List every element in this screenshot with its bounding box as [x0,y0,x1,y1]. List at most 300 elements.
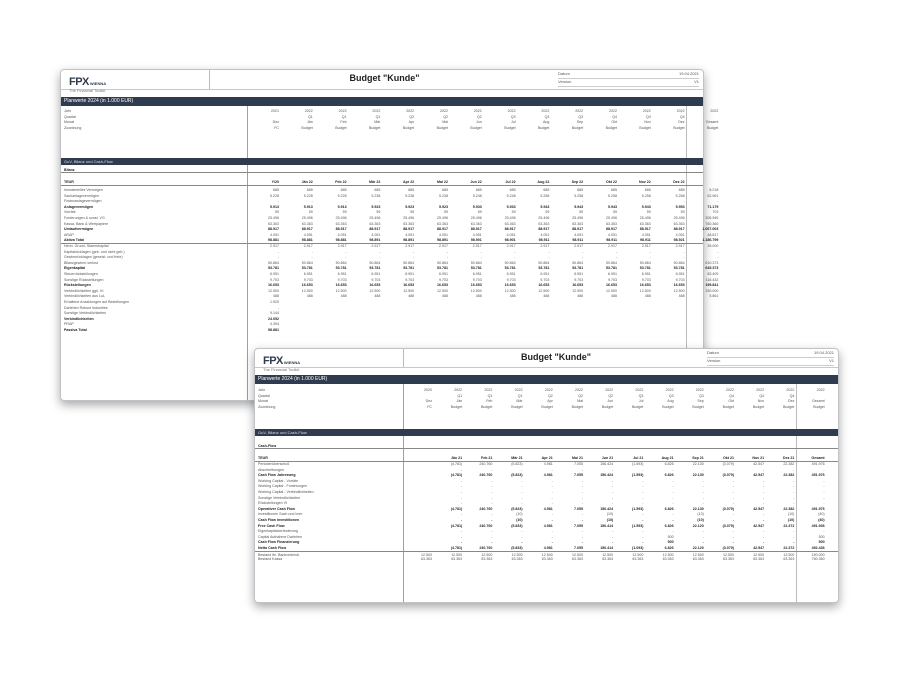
table-cell: (10) [606,518,614,522]
table-cell: 2022 [609,109,617,113]
table-cell: - [615,255,617,260]
table-cell: - [702,529,704,534]
table-cell: 88.917 [606,227,617,232]
table-cell: Gesamt [811,456,825,460]
table-cell: Sep 22 [571,180,584,184]
table-cell: 4.051 [675,232,685,237]
table-cell: 59 [511,210,516,215]
table-cell: Dez 22 [673,180,685,184]
table-cell: - [702,490,704,494]
table-cell: (3.079) [722,473,734,478]
table-cell: 22.372 [783,546,795,550]
table-cell: 42.547 [753,546,765,550]
table-cell: 1.186.799 [702,238,719,243]
table-cell: 5.228 [337,193,347,198]
table-cell: Jun [607,399,614,404]
row-label: Quartal [64,114,76,119]
table-cell: Dez [787,399,795,404]
table-cell: - [379,249,381,254]
table-cell: 22.120 [692,523,704,528]
table-cell: - [521,478,523,483]
table-cell: - [514,199,516,204]
table-cell: - [514,249,516,254]
table-cell: - [480,249,482,254]
table-cell: - [551,490,553,494]
table-row [61,125,719,131]
table-cell: 500 [667,540,674,545]
table-cell: - [491,529,493,534]
table-cell: - [581,501,583,506]
table-cell: 6.951 [303,272,313,276]
table-cell: Apr [408,120,415,125]
table-cell: 240.760 [479,462,493,466]
table-cell: - [446,249,448,254]
table-cell: - [732,490,734,494]
table-cell: - [732,534,734,539]
table-cell: 63.363 [538,221,550,226]
table-cell: - [823,529,825,534]
table-cell: 685 [543,188,550,192]
table-cell: Jän [307,120,313,125]
table-cell: 50.864 [673,260,685,265]
table-cell: 5.943 [608,204,617,209]
table-cell: Q1 [308,114,313,119]
table-cell: 2.917 [472,244,482,248]
table-cell: - [460,484,463,489]
row-label: Zuordnung [64,125,82,130]
table-cell: - [491,490,493,494]
table-cell: 2.917 [439,244,448,248]
table-cell: 25.496 [369,216,381,220]
table-cell: 2022 [406,109,415,113]
table-cell: - [762,540,765,545]
table-cell: 2022 [605,388,614,392]
table-cell: 4.051 [540,232,550,237]
table-cell: 5.923 [439,204,448,209]
table-cell: 12.500 [673,288,685,293]
table-cell: (4.781) [450,506,463,511]
table-cell: - [702,484,704,489]
table-cell: - [581,529,583,534]
table-cell: - [491,534,493,539]
table-cell: - [460,518,463,522]
table-cell: - [702,495,704,500]
table-cell: 12.500 [753,552,765,557]
table-cell: 9.703 [439,277,448,282]
table-cell: - [642,529,644,534]
row-label: Bestand ifn. Bankverbindl. [258,552,300,557]
table-cell: - [521,484,523,489]
table-cell: - [672,490,674,494]
table-cell: 16.653 [673,283,685,288]
table-cell: - [823,484,825,489]
sheet-meta [558,71,699,87]
table-cell: 6.951 [540,272,550,276]
table-cell: 6.826 [664,462,674,466]
logo-tagline: The Financial Toolkit [263,367,300,372]
table-cell: 42.547 [753,473,765,478]
table-cell: 35.000 [707,244,719,248]
table-cell: - [793,534,795,539]
table-cell: 500 [818,534,825,539]
table-cell: 22.382 [783,462,795,466]
table-cell: Jän 21 [450,456,463,460]
table-cell: 59 [308,210,313,215]
table-cell: - [683,255,685,260]
table-cell: - [581,534,583,539]
table-cell: 240.760 [479,473,493,478]
table-cell: Budget [571,125,584,130]
table-cell: 685 [442,188,448,192]
row-label: Quartal [258,393,270,398]
table-cell: 6.951 [270,272,279,276]
table-cell: 53.781 [606,266,617,271]
table-cell: - [672,484,674,489]
table-cell: - [581,255,584,260]
table-cell: - [611,467,614,472]
table-cell: 88.917 [673,227,685,232]
row-label: Investitionen Sach und Imm [258,512,303,517]
table-cell: - [702,478,704,483]
table-cell: Apr 21 [541,456,553,460]
table-cell: - [793,478,795,483]
meta-value: 19.04.2021 [678,71,699,76]
meta-label: Version [707,358,721,363]
table-cell: Apr [547,399,553,404]
table-cell: 488 [475,294,482,299]
table-cell: Q2 [443,114,448,119]
table-cell: - [823,467,825,472]
block-title: Cash-Flow [255,443,838,449]
table-cell: (10) [787,512,795,517]
table-cell: Mär [374,120,381,125]
table-cell: 59 [477,210,482,215]
table-cell: 5.238 [439,193,448,198]
sheet-title: Budget "Kunde" [520,352,592,362]
table-cell: 24.052 [268,316,279,321]
table-cell: - [491,512,493,517]
table-cell: 53.781 [572,266,584,271]
table-cell: 98.901 [504,238,516,243]
table-cell: 156.424 [600,506,614,511]
table-cell: 42.547 [753,462,765,466]
table-cell: 25.496 [538,216,550,220]
table-cell: 4.051 [506,232,516,237]
table-cell: 488 [442,294,448,299]
table-cell: 25.496 [268,216,279,220]
table-cell: 63.363 [662,557,674,562]
table-cell: - [551,501,553,506]
table-cell: Budget [481,404,493,409]
table-cell: 7.055 [574,473,583,478]
table-cell: Jul [638,399,644,404]
table-cell: - [762,495,765,500]
table-cell: 12.500 [783,552,795,557]
meta-value: 19.04.2021 [813,350,834,355]
table-cell: - [379,255,381,260]
table-cell: 88.917 [403,227,415,232]
table-cell: 98.911 [572,238,584,243]
table-cell: 491.936 [811,523,825,528]
table-cell: 25.496 [470,216,482,220]
table-cell: 685 [475,188,482,192]
row-label: Eigenkapital [64,266,86,271]
table-cell: 22.130 [692,506,704,511]
table-cell: 88.917 [437,227,448,232]
table-cell: Budget [369,125,381,130]
table-cell: - [732,467,734,472]
table-cell: - [491,518,493,522]
table-cell: - [345,199,347,204]
table-cell: 59 [376,210,381,215]
table-cell: (1.593) [632,506,644,511]
table-cell: 2.917 [540,244,550,248]
table-cell: 50.864 [504,260,516,265]
table-cell: 116.432 [705,277,719,282]
table-cell: - [793,529,795,534]
table-cell: 22.130 [692,462,704,466]
table-cell: 16.653 [639,283,651,288]
table-cell: 25.496 [572,216,584,220]
table-cell: 63.363 [541,557,553,562]
table-cell: Jul [510,120,516,125]
table-cell: - [823,495,825,500]
table-cell: Budget [692,404,704,409]
table-cell: (5.833) [511,546,523,550]
table-cell: - [642,512,644,517]
table-cell: (10) [697,512,704,517]
table-cell: 16.653 [606,283,617,288]
table-cell: 2.917 [574,244,584,248]
table-cell: 98.911 [538,238,550,243]
table-cell: 53.781 [335,266,347,271]
table-cell: - [548,255,550,260]
table-cell: 25.496 [437,216,448,220]
table-cell: 156.414 [600,523,614,528]
table-cell: 760.360 [811,557,825,562]
table-cell: - [823,478,825,483]
table-cell: 156.424 [600,473,614,478]
table-cell: Mai [442,120,448,125]
table-cell: 5.913 [337,204,347,209]
table-cell: 2022 [695,388,704,392]
row-label: Jahr [258,388,265,392]
table-cell: - [521,540,523,545]
table-cell: 2022 [786,388,795,392]
table-cell: 88.917 [572,227,584,232]
table-cell: - [345,255,347,260]
logo-fpx: FPX [69,76,89,88]
table-row [255,556,838,562]
table-cell: 2022 [338,109,347,113]
table-cell: 4.981 [543,462,553,466]
table-cell: - [611,529,614,534]
table-cell: 2022 [514,388,523,392]
table-cell: 645.373 [705,266,719,271]
table-cell: - [642,501,644,506]
fpx-logo [263,351,300,372]
table-cell: - [702,534,704,539]
table-cell: (4.781) [450,462,463,466]
table-cell: 6.951 [608,272,617,276]
meta-value: V1 [829,358,834,363]
table-cell: 5.943 [641,204,651,209]
table-cell: - [446,199,448,204]
table-cell: 25.496 [403,216,415,220]
table-cell: 62.961 [707,193,719,198]
table-cell: Budget [639,125,651,130]
row-label: Rückstellungen [64,283,91,288]
table-cell: - [732,518,734,522]
table-cell: (5.823) [511,473,523,478]
table-cell: 50.864 [606,260,617,265]
table-cell: 59 [646,210,651,215]
table-cell: 16.653 [538,283,550,288]
table-cell: Q4 [789,393,795,398]
table-cell: 98.921 [673,238,685,243]
table-cell: Budget [436,125,448,130]
table-cell: (5.833) [511,523,523,528]
row-label: Jahr [64,109,71,113]
table-cell: - [717,199,719,204]
table-cell: 5.268 [675,193,685,198]
table-cell: Okt 21 [723,456,734,460]
table-cell: 5.943 [574,204,584,209]
table-cell: - [672,467,674,472]
row-label: Monat [64,120,74,125]
table-cell: Okt [728,399,734,404]
table-cell: Mai 22 [437,180,448,184]
table-cell: 59 [275,210,279,215]
row-label: Eigenkapitalveränderung [258,529,298,534]
table-cell: 492.436 [811,546,825,550]
table-cell: Q2 [608,393,614,398]
table-cell: 1.067.003 [702,227,719,232]
table-cell: 488 [374,294,381,299]
table-cell: 59 [579,210,584,215]
table-cell: 610.373 [705,260,719,265]
table-cell: 63.363 [673,221,685,226]
table-cell: 488 [644,294,651,299]
table-row [61,327,703,333]
table-cell: - [672,518,674,522]
table-cell: - [762,484,765,489]
table-cell: 25.496 [301,216,313,220]
table-cell: - [615,199,617,204]
table-cell: Gesamt [812,399,825,404]
table-cell: 12.500 [692,552,704,557]
table-cell: 12.500 [606,288,617,293]
table-cell: 5.861 [709,294,719,299]
table-cell: Budget [632,404,644,409]
table-cell: - [491,501,493,506]
table-cell: 16.653 [504,283,516,288]
table-cell: - [732,501,734,506]
table-cell: 63.363 [723,557,734,562]
table-cell: 4.981 [543,506,553,511]
table-cell: - [460,467,463,472]
table-cell: - [717,249,719,254]
table-cell: - [642,484,644,489]
row-label: Bestand Kassa [258,557,283,562]
table-cell: - [521,490,523,494]
table-cell: 156.424 [600,462,614,466]
table-cell: 12.500 [268,288,279,293]
table-cell: 199.841 [705,283,719,288]
row-label: Kassa, Bank & Wertpapiere [64,221,109,226]
table-cell: Budget [511,404,523,409]
table-cell: Nov [757,399,765,404]
table-cell: - [672,512,674,517]
table-cell: - [642,490,644,494]
row-label: Forderungen & sonst. VG [64,216,105,220]
table-cell: - [581,518,583,522]
table-cell: 6.826 [664,546,674,550]
table-cell: 53.781 [268,266,279,271]
table-cell: Dez [272,120,279,125]
table-cell: Q2 [548,393,553,398]
table-cell: Budget [673,125,685,130]
table-cell: - [277,255,279,260]
table-cell: Dez 21 [783,456,795,460]
table-cell: 98.891 [403,238,415,243]
table-cell: 2.917 [675,244,685,248]
table-cell: 42.547 [753,506,765,511]
table-cell: - [823,490,825,494]
table-cell: 6.951 [472,272,482,276]
table-cell: 5.933 [506,204,516,209]
table-cell: - [683,199,685,204]
table-cell: 2022 [642,109,651,113]
table-cell: 5.943 [540,204,550,209]
table-cell: 63.363 [268,221,279,226]
table-cell: 240.760 [479,523,493,528]
table-cell: 22.382 [783,473,795,478]
table-cell: Aug [667,399,674,404]
table-cell: 22.120 [692,546,704,550]
table-cell: 2.917 [371,244,381,248]
table-cell: 703 [712,210,719,215]
table-cell: Nov 21 [752,456,765,460]
table-cell: (4.781) [450,546,463,550]
table-cell: - [611,484,614,489]
table-cell: 12.500 [470,288,482,293]
table-cell: 63.363 [470,221,482,226]
table-cell: 5.228 [303,193,313,198]
table-cell: Dez [425,399,432,404]
table-cell: - [615,249,617,254]
header-divider [403,349,404,367]
table-cell: Jun 21 [601,456,614,460]
table-cell: (3.079) [722,546,734,550]
row-label: Rückstellungen Vf [258,501,287,506]
table-cell: 4.051 [608,232,617,237]
table-cell: 5.258 [608,193,617,198]
table-cell: 50.864 [437,260,448,265]
table-cell: - [548,249,550,254]
table-cell: 53.781 [504,266,516,271]
table-cell: 8.218 [709,188,719,192]
logo-wienna: WIENNA [89,81,107,86]
table-cell: Jun [476,120,482,125]
row-label: Umlaufvermögen [64,227,94,232]
row-label: Vorräte [64,210,76,215]
table-cell: 12.500 [451,552,463,557]
table-cell: - [611,495,614,500]
table-cell: - [732,495,734,500]
table-cell: (5.823) [511,462,523,466]
table-cell: 5.923 [371,204,381,209]
